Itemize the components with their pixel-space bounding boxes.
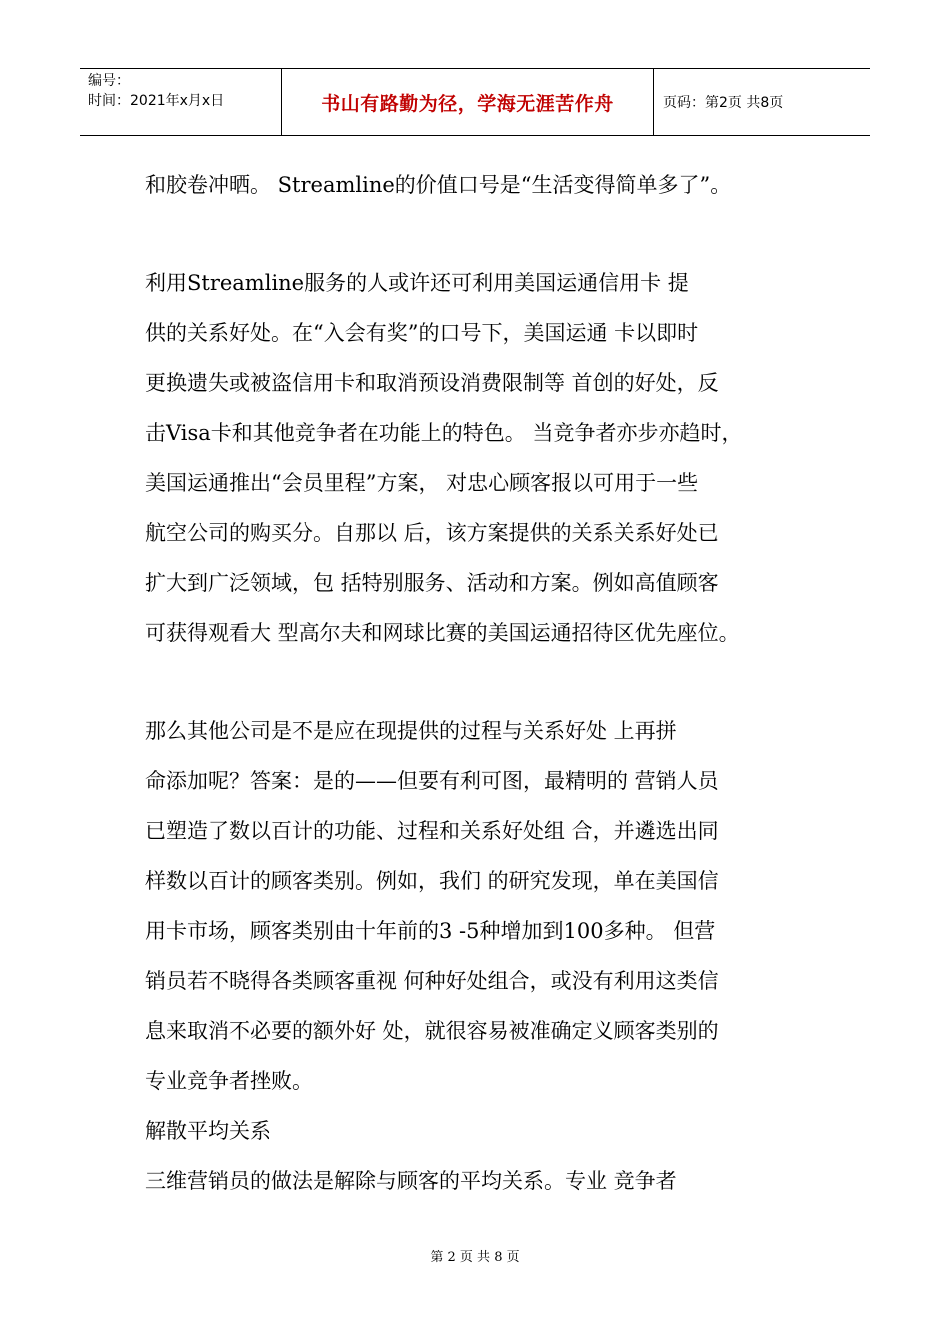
body-line: 航空公司的购买分。自那以 后，该方案提供的关系关系好处已 (145, 521, 719, 545)
document-time-label: 时间：2021年x月x日 (88, 93, 225, 109)
body-line: 三维营销员的做法是解除与顾客的平均关系。专业 竞争者 (145, 1169, 677, 1193)
body-line: 和胶卷冲晒。 Streamline的价值口号是“生活变得简单多了”。 (145, 173, 732, 197)
body-line: 息来取消不必要的额外好 处，就很容易被准确定义顾客类别的 (145, 1019, 719, 1043)
body-line: 样数以百计的顾客类别。例如，我们 的研究发现，单在美国信 (145, 869, 719, 893)
header-motto: 书山有路勤为径，学海无涯苦作舟 (321, 92, 614, 115)
header-page-cell (654, 69, 870, 135)
section-heading: 解散平均关系 (145, 1119, 271, 1143)
body-line: 已塑造了数以百计的功能、过程和关系好处组 合，并遴选出同 (145, 819, 719, 843)
body-line: 利用Streamline服务的人或许还可利用美国运通信用卡 提 (145, 271, 689, 295)
body-line: 销员若不晓得各类顾客重视 何种好处组合，或没有利用这类信 (145, 969, 719, 993)
page-header (80, 68, 870, 136)
document-number-label: 编号： (88, 73, 130, 89)
body-line: 击Visa卡和其他竞争者在功能上的特色。 当竞争者亦步亦趋时， (145, 421, 743, 445)
body-line: 那么其他公司是不是应在现提供的过程与关系好处 上再拼 (145, 719, 677, 743)
body-line: 命添加呢？答案：是的——但要有利可图，最精明的 营销人员 (145, 769, 719, 793)
body-line: 美国运通推出“会员里程”方案， 对忠心顾客报以可用于一些 (145, 471, 699, 495)
header-motto-cell (282, 69, 654, 135)
body-line: 扩大到广泛领域，包 括特别服务、活动和方案。例如高值顾客 (145, 571, 719, 595)
body-line: 供的关系好处。在“入会有奖”的口号下，美国运通 卡以即时 (145, 321, 699, 345)
body-line: 专业竞争者挫败。 (145, 1069, 313, 1093)
body-line: 可获得观看大 型高尔夫和网球比赛的美国运通招待区优先座位。 (145, 621, 740, 645)
header-page-info: 页码：第2页 共8页 (663, 95, 784, 111)
header-meta-cell (80, 69, 282, 135)
body-line: 用卡市场，顾客类别由十年前的3 -5种增加到100多种。 但营 (145, 919, 716, 943)
body-line: 更换遗失或被盗信用卡和取消预设消费限制等 首创的好处，反 (145, 371, 719, 395)
page-footer: 第 2 页 共 8 页 (430, 1250, 520, 1265)
